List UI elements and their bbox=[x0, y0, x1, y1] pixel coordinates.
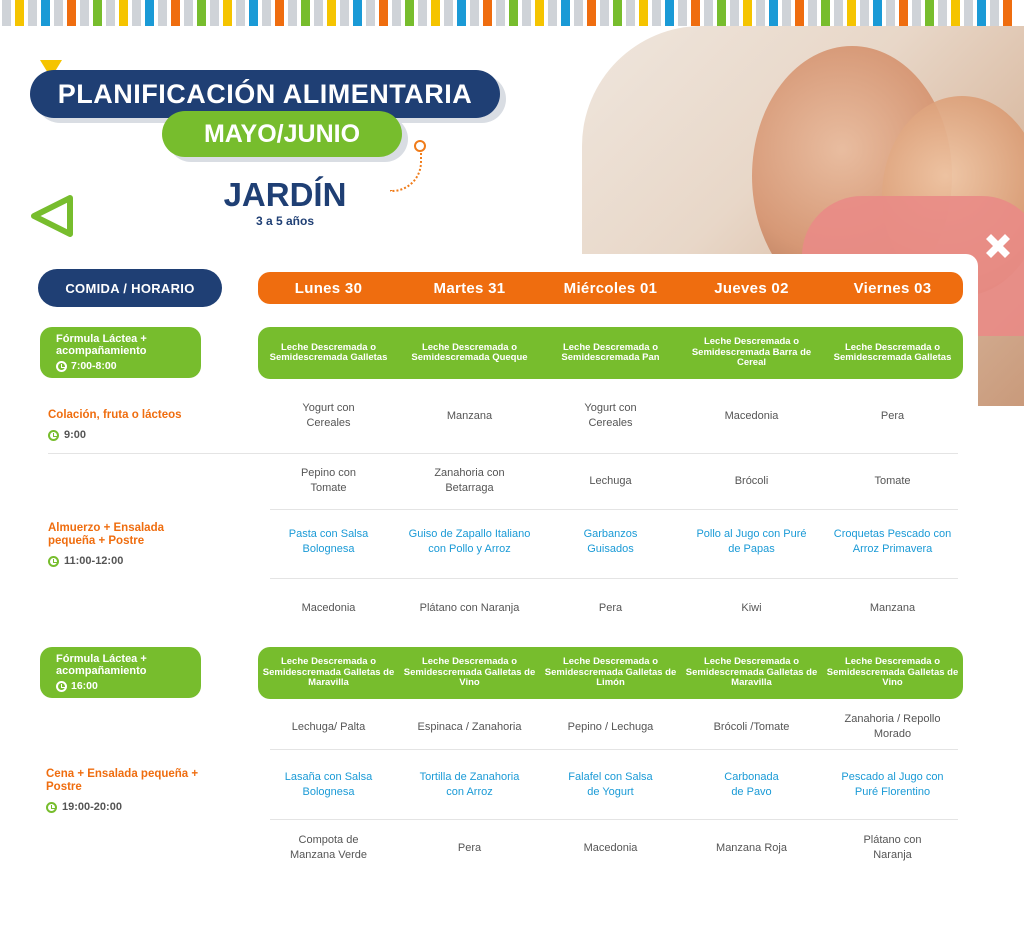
stripe-segment bbox=[236, 0, 245, 26]
menu-cell: Pera bbox=[457, 841, 482, 854]
stripe-segment bbox=[522, 0, 531, 26]
menu-cell: Lechuga bbox=[589, 474, 632, 487]
menu-cell: Leche Descremada o Semidescremada Galletas de Vino bbox=[826, 656, 959, 689]
stripe-segment bbox=[470, 0, 479, 26]
menu-cell: Kiwi bbox=[741, 601, 762, 614]
meal-name: Colación, fruta o lácteos bbox=[48, 409, 182, 421]
stripe-segment bbox=[314, 0, 323, 26]
clock-icon bbox=[46, 802, 57, 813]
stripe-segment bbox=[275, 0, 284, 26]
menu-cell: Yogurt con Cereales bbox=[584, 402, 637, 429]
menu-cell: Leche Descremada o Semidescremada Galletas de Maravilla bbox=[685, 656, 818, 689]
menu-cell: Pasta con Salsa Bolognesa bbox=[288, 528, 369, 555]
menu-cell: Plátano con Naranja bbox=[419, 601, 520, 614]
menu-cell: Manzana bbox=[869, 601, 916, 614]
divider bbox=[270, 509, 958, 510]
menu-cell: Leche Descremada o Semidescremada Galletas de Maravilla bbox=[262, 656, 395, 689]
age-range: 3 a 5 años bbox=[255, 214, 315, 228]
stripe-segment bbox=[782, 0, 791, 26]
stripe-segment bbox=[249, 0, 258, 26]
stripe-segment bbox=[483, 0, 492, 26]
menu-cell: Pepino / Lechuga bbox=[567, 720, 654, 733]
dinner-salad-row bbox=[258, 708, 963, 746]
stripe-segment bbox=[509, 0, 518, 26]
meal-column-header: COMIDA / HORARIO bbox=[38, 269, 222, 307]
lunch-salad-row bbox=[258, 462, 963, 500]
menu-cell: Plátano con Naranja bbox=[863, 834, 922, 861]
stripe-segment bbox=[574, 0, 583, 26]
menu-cell: Pescado al Jugo con Puré Florentino bbox=[841, 771, 944, 798]
menu-cell: Garbanzos Guisados bbox=[583, 528, 638, 555]
meal-time: 16:00 bbox=[71, 680, 98, 692]
stripe-segment bbox=[93, 0, 102, 26]
lunch-main-row bbox=[258, 522, 963, 562]
menu-cell: Leche Descremada o Semidescremada Barra de Cereal bbox=[691, 336, 812, 369]
menu-cell: Manzana bbox=[446, 409, 493, 422]
dinner-dessert-row bbox=[258, 828, 963, 868]
stripe-segment bbox=[106, 0, 115, 26]
stripe-segment bbox=[2, 0, 11, 26]
clock-icon bbox=[48, 556, 59, 567]
stripe-segment bbox=[262, 0, 271, 26]
lunch-dessert-row bbox=[258, 598, 963, 618]
stripe-segment bbox=[886, 0, 895, 26]
stripe-segment bbox=[613, 0, 622, 26]
menu-cell: Macedonia bbox=[583, 841, 638, 854]
stripe-segment bbox=[158, 0, 167, 26]
stripe-segment bbox=[366, 0, 375, 26]
menu-cell: Yogurt con Cereales bbox=[302, 402, 355, 429]
menu-cell: Leche Descremada o Semidescremada Galletas bbox=[833, 341, 952, 363]
stripe-segment bbox=[67, 0, 76, 26]
stripe-segment bbox=[847, 0, 856, 26]
stripe-segment bbox=[15, 0, 24, 26]
menu-cell: Espinaca / Zanahoria bbox=[417, 720, 522, 733]
stripe-segment bbox=[210, 0, 219, 26]
stripe-segment bbox=[964, 0, 973, 26]
divider bbox=[48, 453, 958, 454]
menu-cell: Zanahoria con Betarraga bbox=[434, 467, 505, 494]
stripe-segment bbox=[184, 0, 193, 26]
stripe-segment bbox=[938, 0, 947, 26]
meal-time: 11:00-12:00 bbox=[64, 555, 124, 567]
stripe-segment bbox=[80, 0, 89, 26]
meal-label-lunch bbox=[48, 522, 238, 568]
stripe-segment bbox=[418, 0, 427, 26]
stripe-segment bbox=[561, 0, 570, 26]
meal-name: Fórmula Láctea + acompañamiento bbox=[56, 333, 147, 357]
stripe-segment bbox=[626, 0, 635, 26]
stripe-segment bbox=[379, 0, 388, 26]
stripe-segment bbox=[691, 0, 700, 26]
stripe-segment bbox=[769, 0, 778, 26]
level-title: JARDÍN bbox=[223, 176, 347, 213]
stripe-segment bbox=[899, 0, 908, 26]
stripe-segment bbox=[587, 0, 596, 26]
stripe-segment bbox=[54, 0, 63, 26]
day-header: Lunes 30 bbox=[294, 279, 363, 297]
stripe-segment bbox=[873, 0, 882, 26]
menu-cell: Falafel con Salsa de Yogurt bbox=[568, 771, 653, 798]
stripe-segment bbox=[132, 0, 141, 26]
meal-name: Cena + Ensalada pequeña + Postre bbox=[46, 768, 199, 793]
meal-label-breakfast bbox=[40, 327, 201, 378]
circle-decoration-icon bbox=[414, 140, 426, 152]
divider bbox=[270, 749, 958, 750]
menu-cell: Guiso de Zapallo Italiano con Pollo y Arroz bbox=[408, 528, 531, 555]
day-header: Martes 31 bbox=[433, 279, 506, 297]
meal-label-snack bbox=[48, 409, 238, 442]
stripe-segment bbox=[301, 0, 310, 26]
stripe-segment bbox=[808, 0, 817, 26]
triangle-outline-icon bbox=[30, 194, 74, 238]
menu-cell: Manzana Roja bbox=[716, 841, 787, 854]
stripe-segment bbox=[951, 0, 960, 26]
menu-cell: Pepino con Tomate bbox=[300, 467, 357, 494]
stripe-segment bbox=[288, 0, 297, 26]
stripe-segment bbox=[821, 0, 830, 26]
meal-time: 9:00 bbox=[64, 429, 87, 441]
menu-cell: Pera bbox=[598, 601, 623, 614]
meal-time: 7:00-8:00 bbox=[71, 360, 117, 372]
menu-cell: Compota de Manzana Verde bbox=[289, 834, 368, 861]
stripe-segment bbox=[1003, 0, 1012, 26]
clock-icon bbox=[56, 361, 67, 372]
stripe-segment bbox=[652, 0, 661, 26]
stripe-segment bbox=[431, 0, 440, 26]
menu-cell: Leche Descremada o Semidescremada Galletas de Limón bbox=[544, 656, 677, 689]
page-title: PLANIFICACIÓN ALIMENTARIA bbox=[30, 70, 500, 118]
snack-row bbox=[258, 396, 963, 436]
stripe-segment bbox=[990, 0, 999, 26]
stripe-segment bbox=[795, 0, 804, 26]
afternoon-row bbox=[258, 647, 963, 699]
stripe-segment bbox=[171, 0, 180, 26]
stripe-segment bbox=[457, 0, 466, 26]
stripe-segment bbox=[834, 0, 843, 26]
meal-label-afternoon bbox=[40, 647, 201, 698]
menu-cell: Leche Descremada o Semidescremada Galletas bbox=[269, 341, 388, 363]
stripe-segment bbox=[197, 0, 206, 26]
stripe-segment bbox=[743, 0, 752, 26]
menu-cell: Tortilla de Zanahoria con Arroz bbox=[419, 771, 520, 798]
meal-name: Almuerzo + Ensalada pequeña + Postre bbox=[48, 522, 164, 547]
menu-cell: Macedonia bbox=[301, 601, 356, 614]
stripe-segment bbox=[145, 0, 154, 26]
stripe-segment bbox=[405, 0, 414, 26]
stripe-segment bbox=[496, 0, 505, 26]
stripe-segment bbox=[977, 0, 986, 26]
stripe-segment bbox=[340, 0, 349, 26]
menu-cell: Carbonada de Pavo bbox=[724, 771, 779, 798]
menu-cell: Zanahoria / Repollo Morado bbox=[844, 713, 941, 740]
period-badge: MAYO/JUNIO bbox=[162, 111, 402, 157]
breakfast-row bbox=[258, 327, 963, 379]
stripe-segment bbox=[444, 0, 453, 26]
dinner-main-row bbox=[258, 765, 963, 805]
menu-cell: Tomate bbox=[874, 474, 911, 487]
days-header bbox=[258, 272, 963, 304]
day-header: Viernes 03 bbox=[853, 279, 932, 297]
stripe-segment bbox=[392, 0, 401, 26]
menu-cell: Croquetas Pescado con Arroz Primavera bbox=[833, 528, 952, 555]
clock-icon bbox=[48, 430, 59, 441]
meal-name: Fórmula Láctea + acompañamiento bbox=[56, 653, 147, 677]
clock-icon bbox=[56, 681, 67, 692]
stripe-segment bbox=[925, 0, 934, 26]
meal-label-dinner bbox=[46, 768, 236, 814]
decorative-stripe bbox=[0, 0, 1024, 26]
stripe-segment bbox=[860, 0, 869, 26]
menu-cell: Leche Descremada o Semidescremada Queque bbox=[411, 341, 528, 363]
stripe-segment bbox=[665, 0, 674, 26]
menu-cell: Macedonia bbox=[724, 409, 779, 422]
divider bbox=[270, 819, 958, 820]
stripe-segment bbox=[730, 0, 739, 26]
stripe-segment bbox=[756, 0, 765, 26]
stripe-segment bbox=[912, 0, 921, 26]
menu-cell: Leche Descremada o Semidescremada Pan bbox=[561, 341, 660, 363]
stripe-segment bbox=[678, 0, 687, 26]
menu-cell: Brócoli bbox=[734, 474, 769, 487]
divider bbox=[270, 578, 958, 579]
menu-cell: Leche Descremada o Semidescremada Galletas de Vino bbox=[403, 656, 536, 689]
day-header: Jueves 02 bbox=[714, 279, 789, 297]
stripe-segment bbox=[704, 0, 713, 26]
stripe-segment bbox=[223, 0, 232, 26]
cross-decoration-icon bbox=[982, 230, 1014, 262]
meal-time: 19:00-20:00 bbox=[62, 801, 122, 813]
stripe-segment bbox=[119, 0, 128, 26]
stripe-segment bbox=[639, 0, 648, 26]
dotted-line-decoration bbox=[390, 152, 422, 192]
stripe-segment bbox=[717, 0, 726, 26]
stripe-segment bbox=[41, 0, 50, 26]
menu-cell: Lechuga/ Palta bbox=[291, 720, 366, 733]
stripe-segment bbox=[600, 0, 609, 26]
stripe-segment bbox=[353, 0, 362, 26]
menu-cell: Pera bbox=[880, 409, 905, 422]
stripe-segment bbox=[28, 0, 37, 26]
menu-cell: Lasaña con Salsa Bolognesa bbox=[284, 771, 373, 798]
menu-cell: Pollo al Jugo con Puré de Papas bbox=[696, 528, 807, 555]
stripe-segment bbox=[548, 0, 557, 26]
stripe-segment bbox=[327, 0, 336, 26]
stripe-segment bbox=[535, 0, 544, 26]
day-header: Miércoles 01 bbox=[563, 279, 658, 297]
menu-cell: Brócoli /Tomate bbox=[713, 720, 790, 733]
